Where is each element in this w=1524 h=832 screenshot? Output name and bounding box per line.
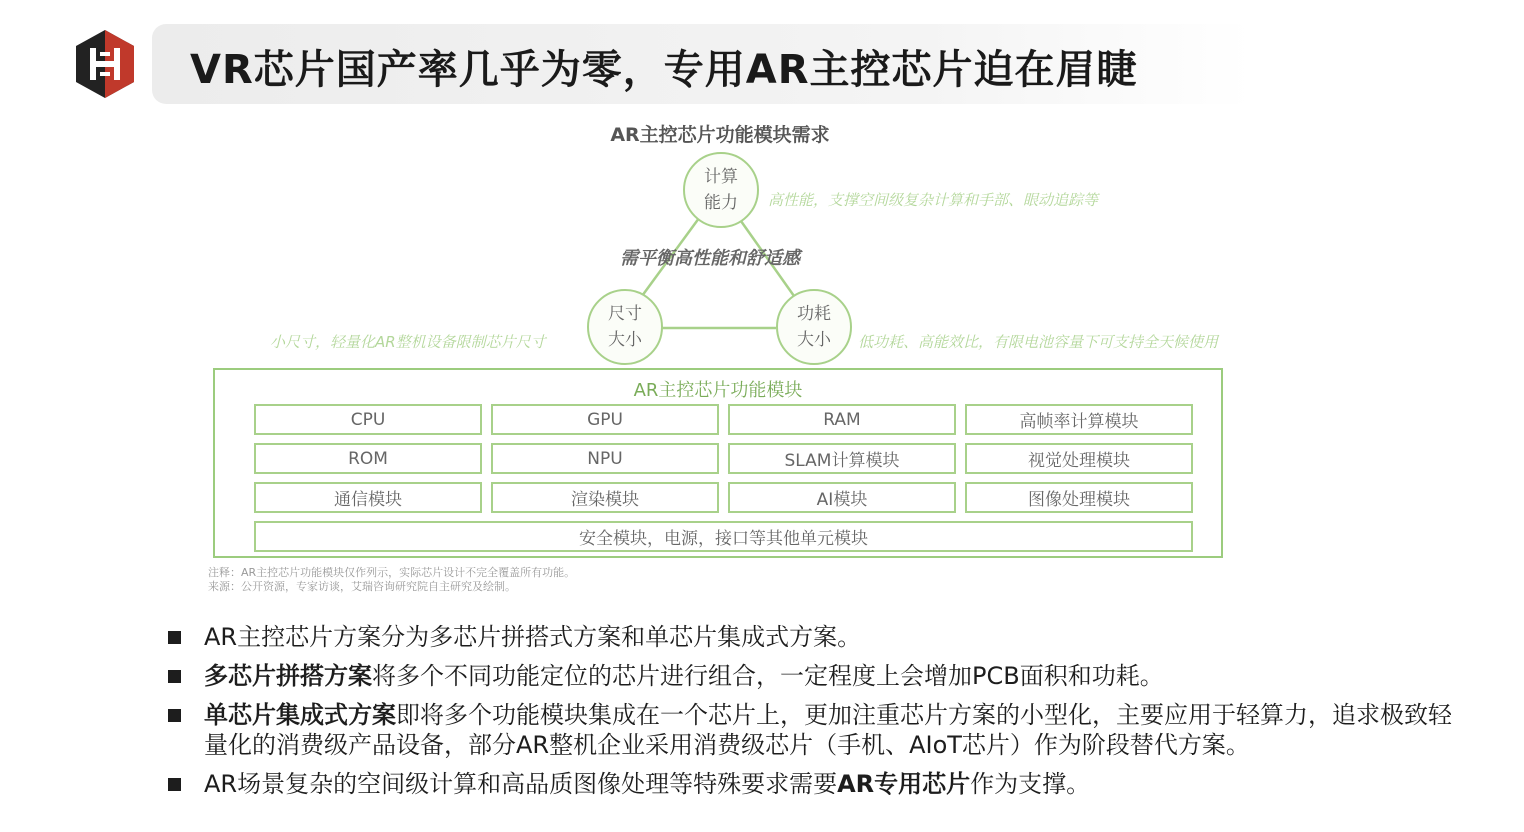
compute-line2: 能力 [704, 193, 738, 213]
balance-label: 需平衡高性能和舒适感 [620, 248, 800, 269]
size-note: 小尺寸，轻量化AR整机设备限制芯片尺寸 [270, 333, 546, 351]
bullet-text: 即将多个功能模块集成在一个芯片上，更加注重芯片方案的小型化，主要应用于轻算力，追求极致轻量化的消费级产品设备，部分AR整机企业采用消费级芯片（手机、AIoT芯片）作为阶段替代方案。 [204, 701, 1452, 759]
compute-note: 高性能，支撑空间级复杂计算和手部、眼动追踪等 [768, 191, 1099, 209]
footnotes [208, 566, 575, 594]
bullet-square-icon [168, 778, 181, 791]
compute-capability-node [683, 152, 759, 228]
footnote-note: 注释：AR主控芯片功能模块仅作列示，实际芯片设计不完全覆盖所有功能。 [208, 566, 576, 579]
power-line1: 功耗 [797, 304, 831, 324]
bullet-text: AR主控芯片方案分为多芯片拼搭式方案和单芯片集成式方案。 [204, 623, 862, 651]
module-high-fps: 高帧率计算模块 [965, 404, 1193, 435]
module-frame-title: AR主控芯片功能模块 [633, 380, 803, 401]
bullet-tail: 作为支撑。 [970, 770, 1091, 798]
power-note: 低功耗、高能效比，有限电池容量下可支持全天候使用 [858, 333, 1219, 351]
power-node [776, 289, 852, 365]
module-comm: 通信模块 [254, 482, 482, 513]
bullet-item [168, 661, 1458, 691]
module-ai: AI模块 [728, 482, 956, 513]
bullet-bold: 多芯片拼搭方案 [204, 662, 372, 690]
compute-line1: 计算 [704, 167, 738, 187]
module-npu: NPU [491, 443, 719, 474]
bullet-list [168, 622, 1458, 808]
module-ram: RAM [728, 404, 956, 435]
bullet-square-icon [168, 631, 181, 644]
size-line2: 大小 [608, 330, 642, 350]
power-line2: 大小 [797, 330, 831, 350]
size-line1: 尺寸 [608, 304, 642, 324]
footnote-source: 来源：公开资源，专家访谈，艾瑞咨询研究院自主研究及绘制。 [208, 580, 516, 593]
bullet-square-icon [168, 670, 181, 683]
module-slam: SLAM计算模块 [728, 443, 956, 474]
module-vision: 视觉处理模块 [965, 443, 1193, 474]
page-title: VR芯片国产率几乎为零，专用AR主控芯片迫在眉睫 [190, 47, 1138, 93]
size-node [587, 289, 663, 365]
module-gpu: GPU [491, 404, 719, 435]
bullet-item [168, 769, 1458, 799]
module-cpu: CPU [254, 404, 482, 435]
module-image: 图像处理模块 [965, 482, 1193, 513]
module-render: 渲染模块 [491, 482, 719, 513]
bullet-item [168, 700, 1458, 760]
bullet-item [168, 622, 1458, 652]
bullet-bold: 单芯片集成式方案 [204, 701, 396, 729]
bullet-square-icon [168, 709, 181, 722]
module-rom: ROM [254, 443, 482, 474]
module-other-units: 安全模块，电源，接口等其他单元模块 [254, 521, 1193, 552]
bullet-tail-bold: AR专用芯片 [837, 770, 971, 798]
bullet-text: 将多个不同功能定位的芯片进行组合，一定程度上会增加PCB面积和功耗。 [372, 662, 1164, 690]
figure-title: AR主控芯片功能模块需求 [610, 124, 830, 146]
bullet-text: AR场景复杂的空间级计算和高品质图像处理等特殊要求需要 [204, 770, 838, 798]
